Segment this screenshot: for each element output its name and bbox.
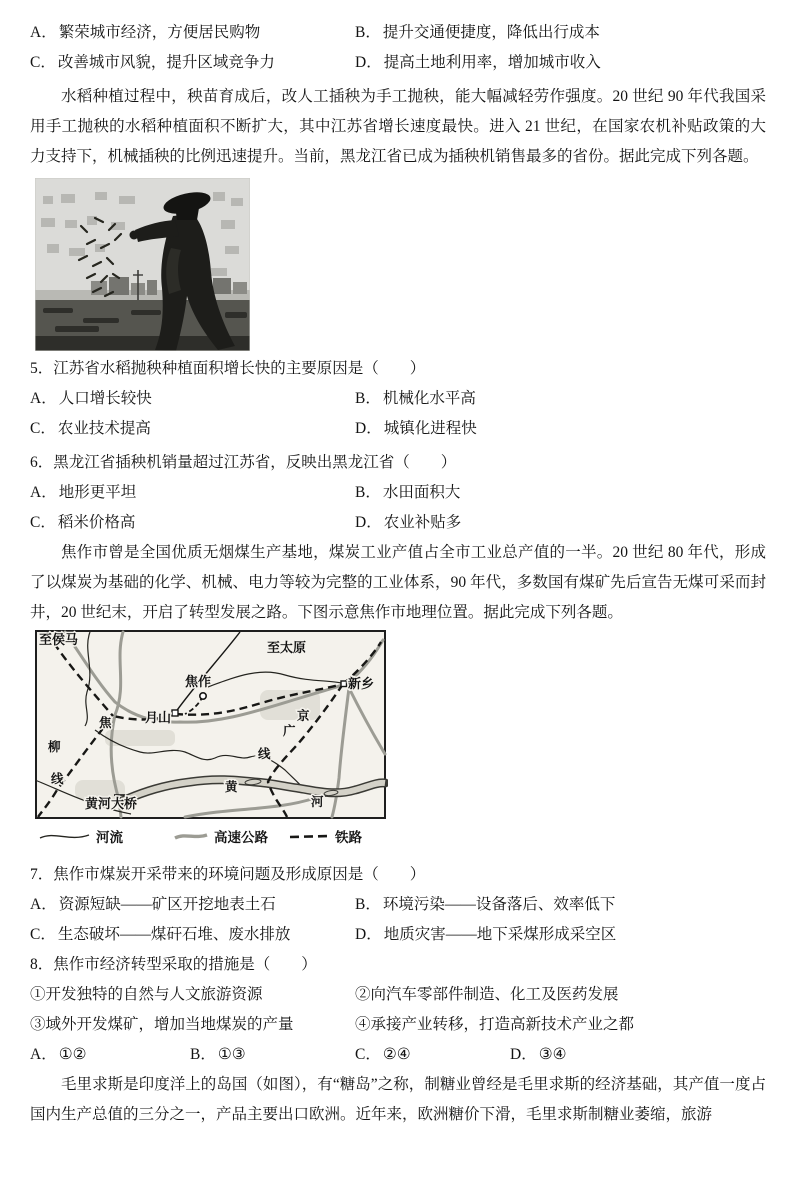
map-label-bridge: 黄河大桥 [85,796,138,811]
question-8 [30,950,766,1070]
option-d [355,508,766,538]
option-text: 地形更平坦 [58,484,137,501]
option-text: 农业补贴多 [383,514,462,531]
option-b [355,478,766,508]
question-5-stem [30,354,766,384]
option-text: 环境污染——设备落后、效率低下 [382,896,616,913]
option-b [355,18,766,48]
map-label-jiaozuo: 焦作 [185,674,212,689]
prev-question-options-row-2 [30,48,766,78]
question-5-options-row-1 [30,384,766,414]
question-stem-text: 黑龙江省插秧机销量超过江苏省，反映出黑龙江省（ ） [53,454,457,471]
question-stem-text: 焦作市经济转型采取的措施是（ ） [53,956,317,973]
rice-passage: 水稻种植过程中，秧苗育成后，改人工插秧为手工抛秧，能大幅减轻劳作强度。20 世纪 90 年代我国采用手工抛秧的水稻种植面积不断扩大，其中江苏省增长速度最快。进入 21 世纪，在国家农机补贴政策的大力支持下，机械插秧的比例迅速提升。当前，黑龙江省已成为插秧机销售最多的省份。据此完成下列各题。 [30,88,766,165]
legend-river-label: 河流 [96,830,123,845]
answer-text: ①③ [217,1046,246,1063]
legend-railway-label: 铁路 [335,830,362,845]
answer-label: C． [355,1046,381,1063]
answer-label: D． [510,1046,537,1063]
question-stem-text: 焦作市煤炭开采带来的环境问题及形成原因是（ ） [53,866,426,883]
numbered-item-3: ③域外开发煤矿，增加当地煤炭的产量 [30,1016,294,1033]
legend-river-symbol [40,835,89,838]
photo-rice-throwing [35,178,250,351]
question-8-answers-row [30,1040,766,1070]
question-7-stem [30,860,766,890]
option-text: 水田面积大 [382,484,461,501]
question-5 [30,354,766,444]
numbered-item-2: ②向汽车零部件制造、化工及医药发展 [355,986,619,1003]
map-label-jing: 京 [297,709,310,723]
option-label: C． [30,514,56,531]
question-6-options-row-2 [30,508,766,538]
map-label-yueshan: 月山 [145,710,172,725]
option-label: D． [355,514,382,531]
question-8-items-row-1 [30,980,766,1010]
answer-label: B． [190,1046,216,1063]
question-6-options-row-1 [30,478,766,508]
option-c [30,48,355,78]
question-number: 6． [30,454,54,471]
option-label: A． [30,24,57,41]
jiaozuo-passage: 焦作市曾是全国优质无烟煤生产基地，煤炭工业产值占全市工业总产值的一半。20 世纪 80 年代，形成了以煤炭为基础的化学、机械、电力等较为完整的工业体系，90 年代，多数国有煤矿先后宣告无煤可采而封井，20 世纪末，开启了转型发展之路。下图示意焦作市地理位置。据此完成下列各题。 [30,544,766,621]
question-number: 8． [30,956,54,973]
answer-label: A． [30,1046,57,1063]
mauritius-passage: 毛里求斯是印度洋上的岛国（如图），有“糖岛”之称，制糖业曾经是毛里求斯的经济基础，其产值一度占国内生产总值的三分之一，产品主要出口欧洲。近年来，欧洲糖价下滑，毛里求斯制糖业萎缩，旅游 [30,1076,766,1123]
option-label: D． [355,926,382,943]
option-label: B． [355,896,381,913]
question-8-items-row-2 [30,1010,766,1040]
option-text: 稻米价格高 [57,514,136,531]
option-text: 改善城市风貌，提升区域竞争力 [57,54,275,71]
xinxiang-city-marker [341,681,347,687]
option-text: 提高土地利用率，增加城市收入 [383,54,601,71]
option-text: 繁荣城市经济，方便居民购物 [58,24,261,41]
answer-a [30,1040,190,1070]
option-b [355,890,766,920]
question-8-stem [30,950,766,980]
numbered-item-1: ①开发独特的自然与人文旅游资源 [30,986,263,1003]
answer-b [190,1040,355,1070]
map-label-guang: 广 [283,724,296,738]
numbered-item-4: ④承接产业转移，打造高新技术产业之都 [355,1016,635,1033]
question-5-options-row-2 [30,414,766,444]
question-7-options-row-1 [30,890,766,920]
map-label-liu: 柳 [48,740,61,754]
rice-throwing-photo-svg [35,178,250,351]
option-a [30,890,355,920]
question-stem-text: 江苏省水稻抛秧种植面积增长快的主要原因是（ ） [53,360,426,377]
option-text: 生态破坏——煤矸石堆、废水排放 [57,926,291,943]
question-6-stem [30,448,766,478]
answer-c [355,1040,510,1070]
option-text: 人口增长较快 [58,390,152,407]
question-7-options-row-2 [30,920,766,950]
map-label-xian-jiaoliu: 线 [51,772,64,786]
option-d [355,414,766,444]
option-a [30,478,355,508]
map-label-jiao: 焦 [99,716,112,730]
jiaozuo-city-marker [200,693,206,699]
yueshan-station-marker [172,710,178,716]
question-7 [30,860,766,950]
map-label-he: 河 [311,795,324,809]
jiaozuo-map-svg [35,630,388,848]
option-label: A． [30,390,57,407]
option-label: B． [355,390,381,407]
option-label: B． [355,24,381,41]
question-6 [30,448,766,538]
option-a [30,18,355,48]
option-text: 资源短缺——矿区开挖地表土石 [58,896,276,913]
option-b [355,384,766,414]
prev-question-options-row-1 [30,18,766,48]
option-label: D． [355,420,382,437]
option-c [30,414,355,444]
option-d [355,920,766,950]
answer-d [510,1040,766,1070]
option-text: 机械化水平高 [382,390,476,407]
map-label-huang: 黄 [225,780,238,794]
option-label: C． [30,926,56,943]
map-label-xian-jingguang: 线 [258,747,271,761]
option-text: 地质灾害——地下采煤形成采空区 [383,926,617,943]
map-label-to-taiyuan: 至太原 [267,640,307,655]
question-number: 7． [30,866,54,883]
answer-text: ②④ [382,1046,411,1063]
option-text: 城镇化进程快 [383,420,477,437]
option-label: A． [30,484,57,501]
answer-text: ①② [58,1046,87,1063]
map-legend [40,829,362,845]
option-label: A． [30,896,57,913]
map-label-to-houma: 至侯马 [39,632,79,647]
option-label: B． [355,484,381,501]
legend-expressway-symbol [175,835,207,838]
option-label: D． [355,54,382,71]
option-text: 提升交通便捷度，降低出行成本 [382,24,600,41]
option-c [30,508,355,538]
answer-text: ③④ [538,1046,567,1063]
option-d [355,48,766,78]
option-c [30,920,355,950]
option-label: C． [30,54,56,71]
option-label: C． [30,420,56,437]
option-text: 农业技术提高 [57,420,151,437]
map-label-xinxiang: 新乡 [348,676,375,691]
question-number: 5． [30,360,54,377]
legend-railway-symbol [290,836,328,837]
legend-expressway-label: 高速公路 [214,830,268,845]
option-a [30,384,355,414]
jiaozuo-location-map [35,630,388,848]
